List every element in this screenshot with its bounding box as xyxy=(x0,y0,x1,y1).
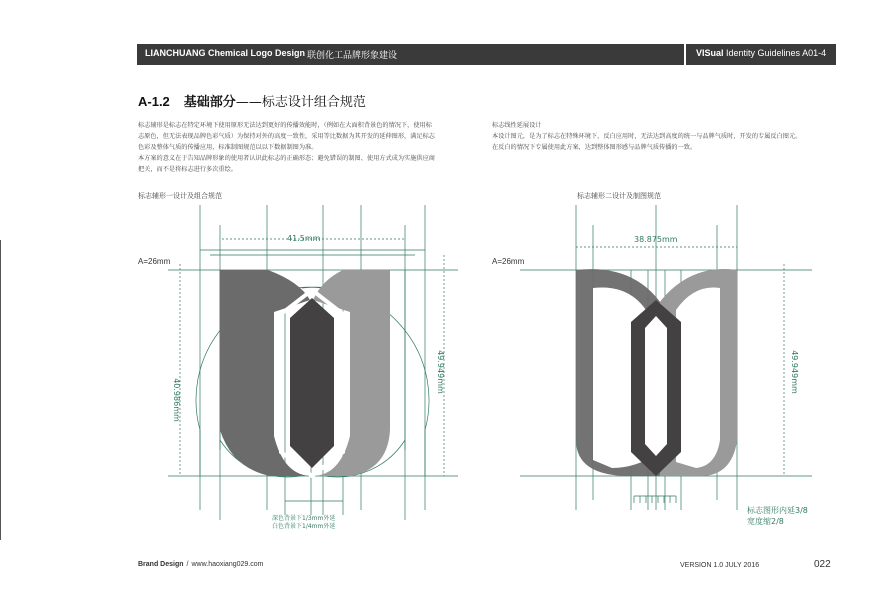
footer-brand-label: Brand Design xyxy=(138,561,184,568)
note-line: 标志图形内延3/8 xyxy=(747,506,808,515)
right-inner-cutout-2 xyxy=(676,287,720,468)
note-line: 深色背景下1/3mm外延 xyxy=(272,515,336,522)
footer-brand xyxy=(138,561,263,568)
right-a-label: A=26mm xyxy=(492,257,525,266)
guideline-label: VISual Identity Guidelines A01-4 xyxy=(696,48,827,58)
extension-line: 在反白的情况下专属使用此方案，达到整体图形感与品牌气质传播的一致。 xyxy=(492,144,697,151)
left-logo-diagram xyxy=(168,205,458,520)
right-logo-diagram xyxy=(520,205,812,510)
extension-line: 本设计图元，是为了标志在特殊环境下，反白应用时，无法达到高度的统一与品牌气质时，开发的专属反白图元。 xyxy=(492,133,802,140)
intro-line: 标志辅形是标志在特定环境下使用原形无法达到更好的传播效能时，（例如在大面积背景色的情况下，使用标 xyxy=(138,122,432,129)
right-extension-note xyxy=(747,505,808,527)
project-title: 联创化工品牌形象建设 xyxy=(307,51,398,61)
section-part: 基础部分 xyxy=(183,95,236,110)
intro-line: 志原色，但无法表现品牌色彩气质）为保持对外的高度一致性，采用等比数据为其开发的延伸图形，满足标志 xyxy=(138,133,435,140)
left-width-dimension: 41.5mm xyxy=(287,234,321,243)
page-number: 022 xyxy=(814,559,831,570)
right-height-dimension: 49.949mm xyxy=(790,350,799,394)
left-right-height-dimension: 49.949mm xyxy=(436,350,445,394)
note-line: 宽度缩2/8 xyxy=(747,517,784,526)
left-center-core xyxy=(290,298,334,468)
right-width-dimension: 38.875mm xyxy=(634,235,678,244)
left-diagram-subhead: 标志辅形一设计及组合规范 xyxy=(138,192,222,200)
footer-url: www.haoxiang029.com xyxy=(191,561,264,568)
intro-line: 本方案的意义在于告知品牌形象的使用者认识此标志的正确形态；避免错误的制图、使用方式成为实施供应商 xyxy=(138,155,435,162)
left-a-label: A=26mm xyxy=(138,257,171,266)
section-title-text: ——标志设计组合规范 xyxy=(235,95,366,110)
section-number: A-1.2 xyxy=(138,94,170,109)
company-name: LIANCHUANG Chemical Logo Design xyxy=(145,48,306,58)
footer-separator: / xyxy=(186,561,189,568)
extension-line: 标志线性延展设计 xyxy=(492,122,542,129)
right-diagram-subhead: 标志辅形二设计及制图规范 xyxy=(577,192,661,200)
intro-line: 色彩及整体气质的传播应用，标准制图规范以以下数据制图为准。 xyxy=(138,144,318,151)
note-line: 白色背景下1/4mm外延 xyxy=(272,523,336,530)
left-extension-note xyxy=(272,515,335,531)
right-tick-marks xyxy=(634,496,676,503)
intro-line: 把关，而不是将标志进行多次重绘。 xyxy=(138,166,237,173)
right-center-hollow xyxy=(645,316,667,456)
left-height-dimension: 40.986mm xyxy=(172,378,181,422)
footer-version: VERSION 1.0 JULY 2016 xyxy=(680,562,760,569)
